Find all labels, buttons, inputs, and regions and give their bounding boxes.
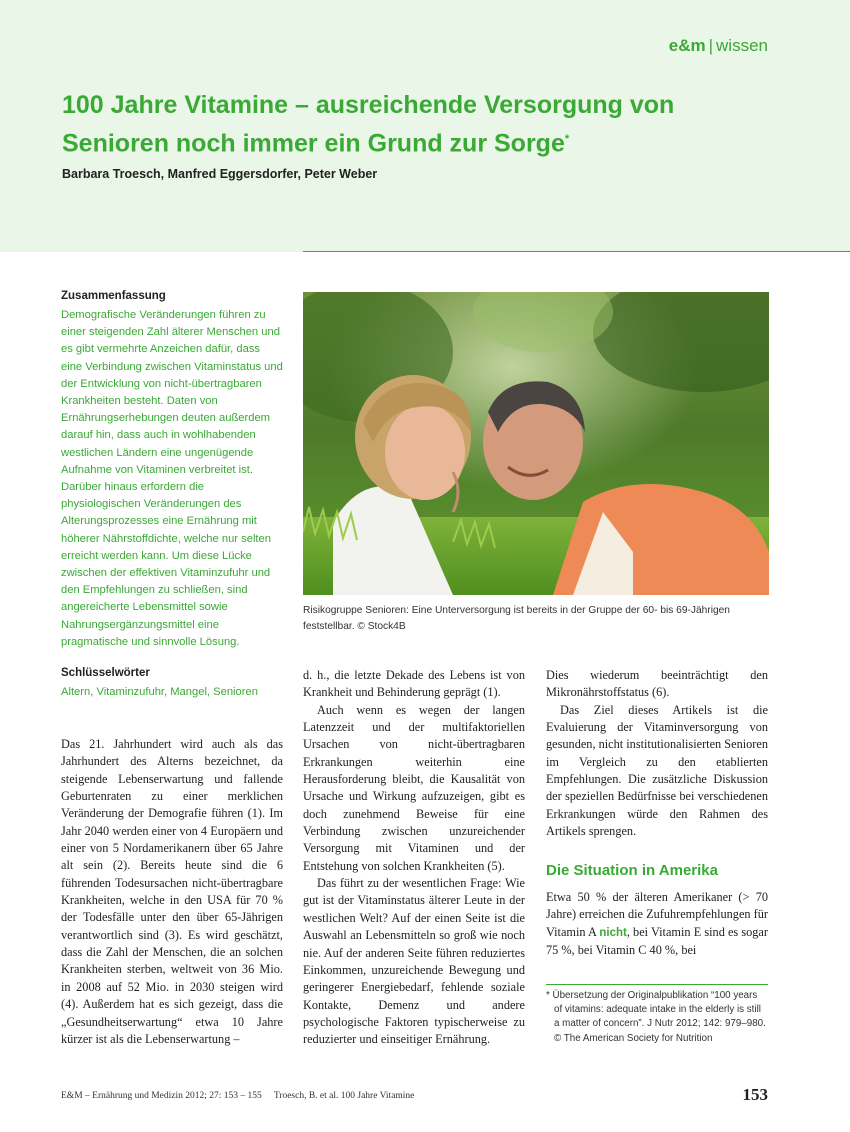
body-column-3: [546, 667, 768, 840]
body-column-2: [303, 667, 525, 1049]
brand-separator: |: [708, 36, 714, 55]
footnote: * Übersetzung der Originalpublikation “100 years of vitamins: adequate intake in the elderly is still a matter of concern”. J Nutr 2012; 142: 979–980. © The American Society for Nutrition: [546, 990, 766, 1044]
highlight-text: nicht: [599, 926, 627, 939]
article-citation: Troesch, B. et al. 100 Jahre Vitamine: [273, 1091, 415, 1101]
brand-name: e&m: [668, 36, 706, 55]
body-text: Etwa 50 % der älteren Amerikaner (> 70 Jahre) erreichen die Zufuhrempfehlungen für Vitamin A: [546, 890, 768, 939]
body-paragraph: Auch wenn es wegen der langen Latenzzeit und der multifaktoriellen Ursachen von nicht-übertragbaren Erkrankungen weiterhin eine Herausforderung bleibt, die Kausalität von Ursache und Wirkung aufzuzeigen, gibt es doch zunehmend Beweise für eine Verbindung zwischen unzureichender Versorgung mit Vitaminen und der Entstehung von solchen Krankheiten (5).: [303, 702, 525, 873]
brand-section: wissen: [716, 36, 768, 55]
body-paragraph: [546, 889, 768, 959]
footnote-divider: [546, 984, 768, 985]
article-title-text: 100 Jahre Vitamine – ausreichende Versorgung von Senioren noch immer ein Grund zur Sorge: [62, 91, 675, 158]
body-paragraph: d. h., die letzte Dekade des Lebens ist von Krankheit und Behinderung geprägt (1).: [303, 668, 525, 700]
body-column-1: [61, 736, 283, 1048]
body-text: , bei Vitamin E sind es sogar 75 %, bei Vitamin C 40 %, bei: [546, 924, 768, 958]
header-divider: [303, 251, 850, 252]
keywords-heading: Schlüsselwörter: [61, 667, 150, 679]
keywords-text: Altern, Vitaminzufuhr, Mangel, Senioren: [61, 686, 258, 698]
body-paragraph: Das Ziel dieses Artikels ist die Evaluierung der Vitaminversorgung von gesunden, nicht institutionalisierten Senioren im Vergleich zu den etablierten Empfehlungen. Die zusätzliche Diskussion der speziellen Bedürfnisse bei verschiedenen Erkrankungen würde den Rahmen des Artikels sprengen.: [546, 702, 768, 839]
page-number: 153: [742, 1085, 768, 1104]
section-heading: Die Situation in Amerika: [546, 862, 718, 879]
abstract-text: Demografische Veränderungen führen zu einer steigenden Zahl älterer Menschen und es gibt vermehrte Anzeichen dafür, dass eine Verbindung zwischen Vitaminstatus und der Entwicklung von nicht-übertragbaren Krankheiten besteht. Daten von Ernährungserhebungen deuten außerdem darauf hin, dass auch in wohlhabenden westlichen Ländern eine ungenügende Aufnahme von Vitaminen verbreitet ist. Darüber hinaus erfordern die physiologischen Veränderungen des Alterungsprozesses eine Ernährung mit höherer Nährstoffdichte, welche nur selten erreicht werden kann. Um diese Lücke zwischen der effektiven Vitaminzufuhr und den Empfehlungen zu schließen, sind angereicherte Lebensmittel sowie Nahrungsergänzungsmittel eine pragmatische und sinnvolle Lösung.: [61, 309, 283, 648]
abstract-heading: Zusammenfassung: [61, 290, 166, 302]
body-paragraph: Das 21. Jahrhundert wird auch als das Jahrhundert des Alterns bezeichnet, da steigende Lebenserwartung und fallende Geburtenraten zu einer merklichen Veränderung der Demografie führen (1). Im Jahr 2040 werden einer von 4 Europäern und einer von 5 Nordamerikanern über 65 Jahre alt sein (2). Bereits heute sind die 6 führenden Todesursachen nicht-übertragbare Krankheiten, welche in den USA für 70 % der Todesfälle unter den über 65-Jährigen verantwortlich sind (3). Es wird geschätzt, dass die Zahl der Menschen, die an solchen Krankheiten sterben, weltweit von 36 Mio. in 2008 auf 52 Mio. in 2030 steigen wird (4). Außerdem hat es sich gezeigt, dass die „Gesundheitserwartung“ etwa 10 Jahre kürzer ist als die Lebenserwartung –: [61, 737, 283, 1046]
article-photo: [303, 292, 769, 595]
body-column-3-continued: [546, 889, 768, 959]
article-authors: Barbara Troesch, Manfred Eggersdorfer, Peter Weber: [62, 167, 378, 181]
body-paragraph: Dies wiederum beeinträchtigt den Mikronährstoffstatus (6).: [546, 668, 768, 700]
article-title: [62, 88, 782, 160]
journal-brand: [669, 36, 768, 56]
title-footnote-marker: *: [564, 133, 570, 145]
body-paragraph: Das führt zu der wesentlichen Frage: Wie gut ist der Vitaminstatus älterer Leute in der westlichen Welt? Auf der einen Seite ist die Auswahl an Lebensmitteln so groß wie noch nie. Auf der anderen Seite führen reduziertes Einkommen, unzureichende Bewegung und geringerer Energiebedarf, fehlende soziale Kontakte, Demenz und andere psychologische Faktoren typischerweise zu reduzierter und einseitiger Ernährung.: [303, 876, 525, 1047]
page-footer: [61, 1091, 414, 1101]
journal-reference: E&M – Ernährung und Medizin 2012; 27: 153 – 155: [61, 1091, 262, 1101]
figure-caption: Risikogruppe Senioren: Eine Unterversorgung ist bereits in der Gruppe der 60- bis 69-Jährigen feststellbar. © Stock4B: [303, 605, 730, 632]
